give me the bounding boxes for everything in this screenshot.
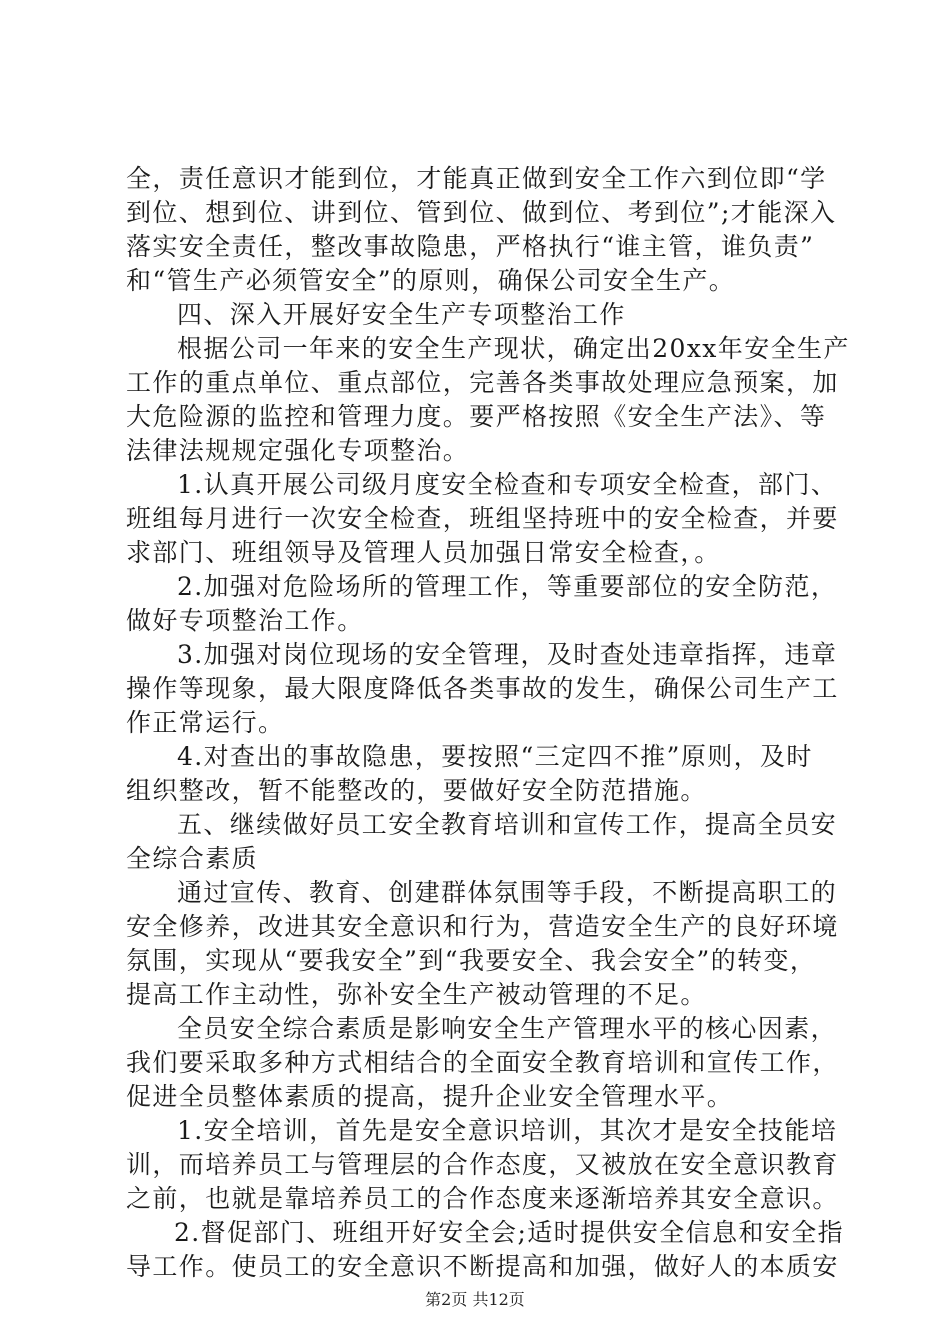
text-line: 工作的重点单位、重点部位，完善各类事故处理应急预案，加 <box>126 368 839 397</box>
text-line: 大危险源的监控和管理力度。要严格按照《安全生产法》、等 <box>126 402 827 431</box>
text-line: 我们要采取多种方式相结合的全面安全教育培训和宣传工作， <box>126 1048 839 1077</box>
text-line: 促进全员整体素质的提高，提升企业安全管理水平。 <box>126 1082 734 1111</box>
text-line: 氛围，实现从“要我安全”到“我要安全、我会安全”的转变， <box>126 946 817 975</box>
text-line: 作正常运行。 <box>126 708 285 737</box>
text-line: 之前，也就是靠培养员工的合作态度来逐渐培养其安全意识。 <box>126 1184 839 1213</box>
section-heading: 五、继续做好员工安全教育培训和宣传工作，提高全员安 <box>177 810 838 839</box>
list-item: 3.加强对岗位现场的安全管理，及时查处违章指挥，违章 <box>177 640 838 669</box>
text-line: 导工作。使员工的安全意识不断提高和加强，做好人的本质安 <box>126 1252 839 1281</box>
text-line: 全员安全综合素质是影响安全生产管理水平的核心因素， <box>177 1014 838 1043</box>
list-item: 1.认真开展公司级月度安全检查和专项安全检查，部门、 <box>177 470 838 499</box>
text-line: 组织整改，暂不能整改的，要做好安全防范措施。 <box>126 776 707 805</box>
text-line: 操作等现象，最大限度降低各类事故的发生，确保公司生产工 <box>126 674 839 703</box>
list-item: 2.督促部门、班组开好安全会;适时提供安全信息和安全指 <box>174 1218 845 1247</box>
list-item: 4.对查出的事故隐患，要按照“三定四不推”原则，及时 <box>177 742 813 771</box>
text-line: 求部门、班组领导及管理人员加强日常安全检查，。 <box>126 538 721 567</box>
list-item: 2.加强对危险场所的管理工作，等重要部位的安全防范， <box>177 572 838 601</box>
text-line: 根据公司一年来的安全生产现状，确定出20xx年安全生产 <box>177 334 850 363</box>
page-number-footer: 第2页 共12页 <box>425 1290 525 1309</box>
text-line: 落实安全责任，整改事故隐患，严格执行“谁主管，谁负责” <box>126 232 815 261</box>
text-line: 做好专项整治工作。 <box>126 606 364 635</box>
list-item: 1.安全培训，首先是安全意识培训，其次才是安全技能培 <box>177 1116 838 1145</box>
section-heading-continued: 全综合素质 <box>126 844 259 873</box>
text-line: 通过宣传、教育、创建群体氛围等手段，不断提高职工的 <box>177 878 838 907</box>
text-line: 全，责任意识才能到位，才能真正做到安全工作六到位即“学 <box>126 164 827 193</box>
text-line: 法律法规规定强化专项整治。 <box>126 436 470 465</box>
text-line: 提高工作主动性，弥补安全生产被动管理的不足。 <box>126 980 707 1009</box>
text-line: 到位、想到位、讲到位、管到位、做到位、考到位”;才能深入 <box>126 198 837 227</box>
text-line: 训，而培养员工与管理层的合作态度，又被放在安全意识教育 <box>126 1150 839 1179</box>
section-heading: 四、深入开展好安全生产专项整治工作 <box>177 300 626 329</box>
text-line: 安全修养，改进其安全意识和行为，营造安全生产的良好环境 <box>126 912 839 941</box>
text-line: 班组每月进行一次安全检查，班组坚持班中的安全检查，并要 <box>126 504 839 533</box>
text-line: 和“管生产必须管安全”的原则，确保公司安全生产。 <box>126 266 736 295</box>
